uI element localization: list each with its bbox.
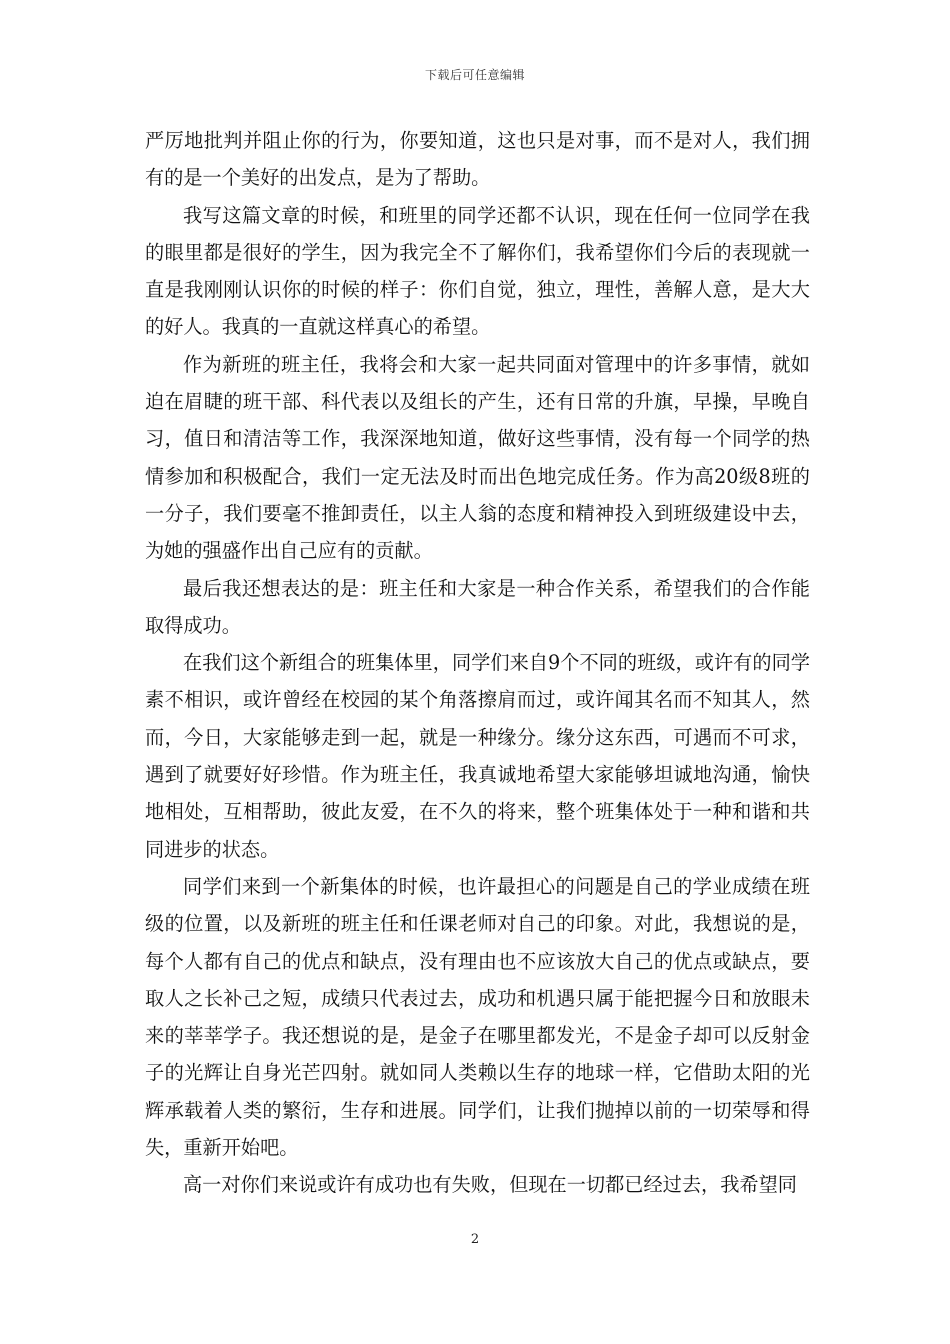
paragraph: 我写这篇文章的时候，和班里的同学还都不认识，现在任何一位同学在我的眼里都是很好的学生，因为我完全不了解你们，我希望你们今后的表现就一直是我刚刚认识你的时候的样子：你们自觉，独立，理性，善解人意，是大大的好人。我真的一直就这样真心的希望。 — [145, 203, 810, 339]
paragraph: 作为新班的班主任，我将会和大家一起共同面对管理中的许多事情，就如迫在眉睫的班干部、科代表以及组长的产生，还有日常的升旗，早操，早晚自习，值日和清洁等工作，我深深地知道，做好这些事情，没有每一个同学的热情参加和积极配合，我们一定无法及时而出色地完成任务。作为高20级8班的一分子，我们要毫不推卸责任，以主人翁的态度和精神投入到班级建设中去，为她的强盛作出自己应有的贡献。 — [145, 352, 810, 563]
page-number: 2 — [470, 1232, 480, 1247]
paragraph: 高一对你们来说或许有成功也有失败，但现在一切都已经过去，我希望同 — [183, 1173, 797, 1197]
paragraph: 在我们这个新组合的班集体里，同学们来自9个不同的班级，或许有的同学素不相识，或许曾经在校园的某个角落擦肩而过，或许闻其名而不知其人，然而，今日，大家能够走到一起，就是一种缘分。缘分这东西，可遇而不可求，遇到了就要好好珍惜。作为班主任，我真诚地希望大家能够坦诚地沟通，愉快地相处，互相帮助，彼此友爱，在不久的将来，整个班集体处于一种和谐和共同进步的状态。 — [145, 651, 810, 861]
paragraph: 同学们来到一个新集体的时候，也许最担心的问题是自己的学业成绩在班级的位置，以及新班的班主任和任课老师对自己的印象。对此，我想说的是，每个人都有自己的优点和缺点，没有理由也不应该放大自己的优点或缺点，要取人之长补己之短，成绩只代表过去，成功和机遇只属于能把握今日和放眼未来的莘莘学子。我还想说的是，是金子在哪里都发光，不是金子却可以反射金子的光辉让自身光芒四射。就如同人类赖以生存的地球一样，它借助太阳的光辉承载着人类的繁衍，生存和进展。同学们，让我们抛掉以前的一切荣辱和得失，重新开始吧。 — [145, 874, 810, 1160]
document-body — [145, 122, 810, 1204]
paragraph: 最后我还想表达的是：班主任和大家是一种合作关系，希望我们的合作能取得成功。 — [145, 576, 810, 637]
paragraph: 严厉地批判并阻止你的行为，你要知道，这也只是对事，而不是对人，我们拥有的是一个美好的出发点，是为了帮助。 — [145, 129, 810, 190]
page-header: 下载后可任意编辑 — [424, 68, 525, 82]
